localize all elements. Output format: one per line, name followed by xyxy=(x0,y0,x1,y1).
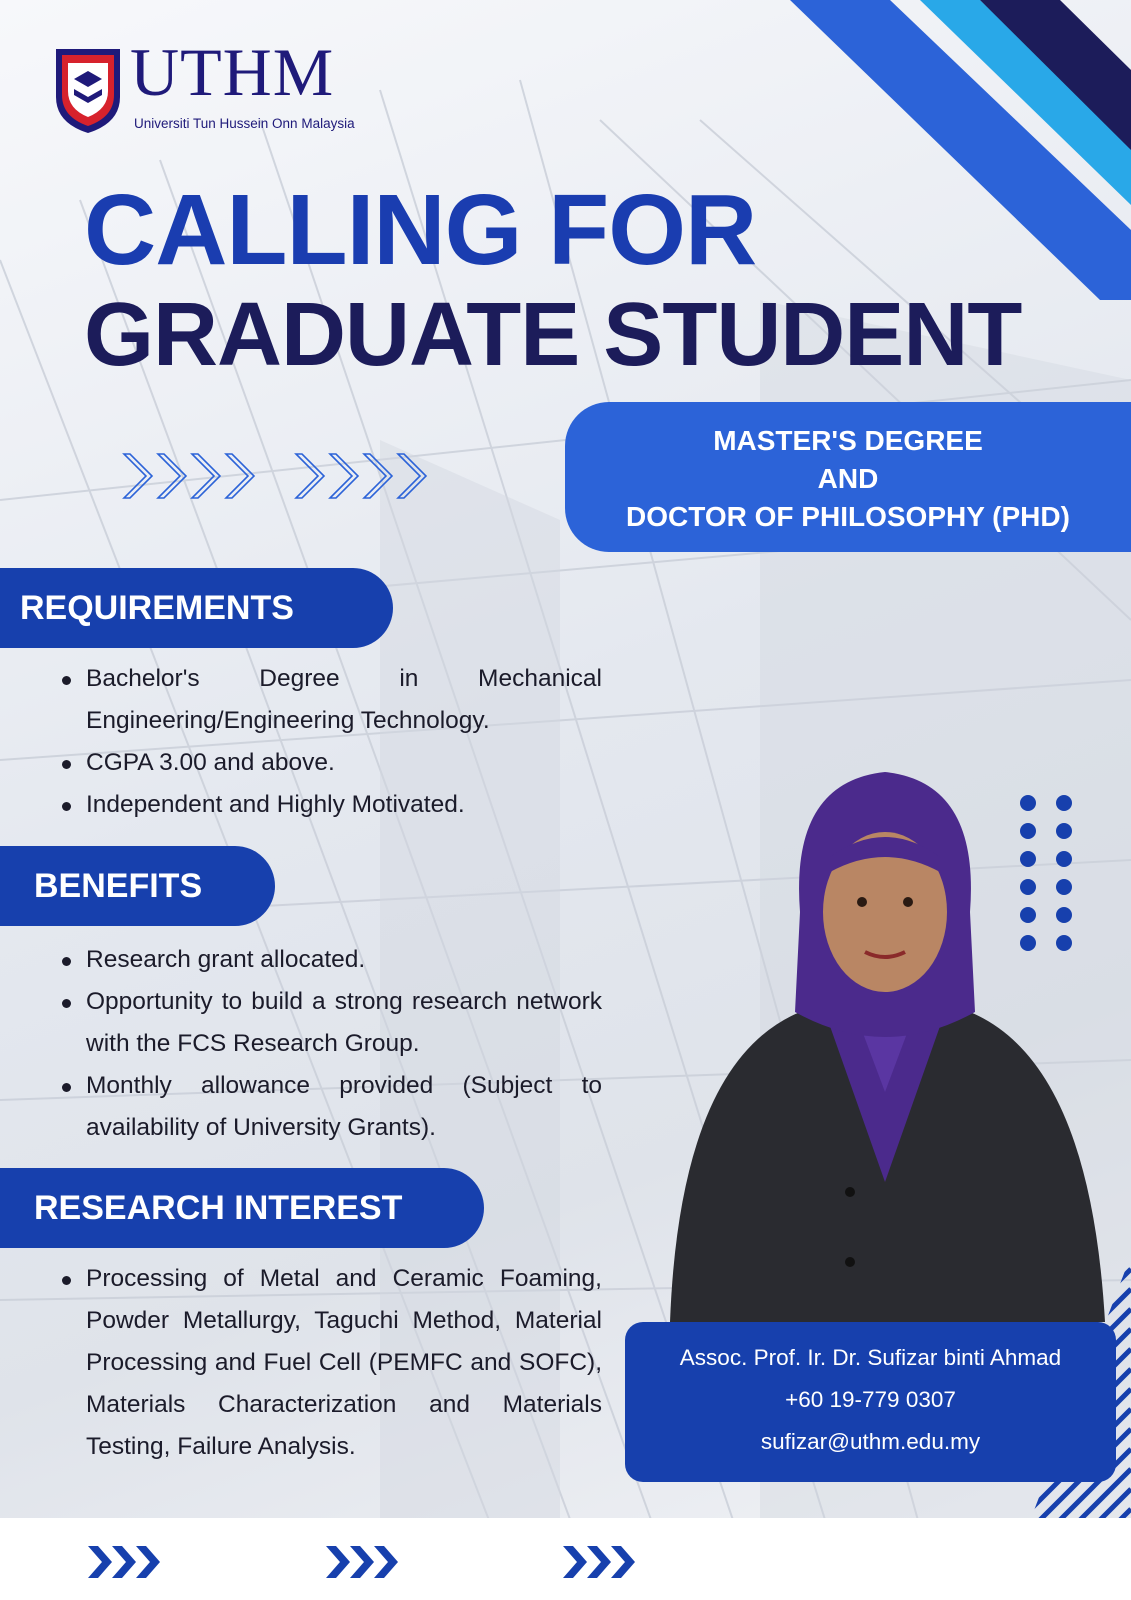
triple-chevron-right-icon xyxy=(326,1542,406,1582)
list-item: Research grant allocated. xyxy=(62,939,602,981)
triple-chevron-right-icon xyxy=(88,1542,168,1582)
list-item: Bachelor's Degree in Mechanical Engineering/Engineering Technology. xyxy=(62,658,602,742)
list-item: Independent and Highly Motivated. xyxy=(62,784,602,826)
requirements-heading: REQUIREMENTS xyxy=(0,568,393,648)
research-interest-heading: RESEARCH INTEREST xyxy=(0,1168,484,1248)
outline-chevrons-decor xyxy=(120,448,460,504)
list-item: Processing of Metal and Ceramic Foaming, Powder Metallurgy, Taguchi Method, Material Processing and Fuel Cell (PEMFC and SOFC), Materials Characterization and Materials Testing, Failure Analysis. xyxy=(62,1258,602,1468)
triple-chevron-right-icon xyxy=(563,1542,643,1582)
contact-phone: +60 19-779 0307 xyxy=(785,1387,956,1412)
list-item: CGPA 3.00 and above. xyxy=(62,742,602,784)
list-item: Opportunity to build a strong research network with the FCS Research Group. xyxy=(62,981,602,1065)
logo-wordmark: UTHM xyxy=(130,34,335,110)
degree-banner xyxy=(565,402,1131,552)
requirements-list xyxy=(62,658,602,826)
headline-line2: GRADUATE STUDENT xyxy=(84,285,1022,385)
contact-card xyxy=(625,1322,1116,1482)
research-interest-list xyxy=(62,1258,602,1468)
benefits-heading: BENEFITS xyxy=(0,846,275,926)
contact-name: Assoc. Prof. Ir. Dr. Sufizar binti Ahmad xyxy=(679,1345,1062,1370)
decorative-diagonal-stripes xyxy=(770,0,1131,300)
contact-email: sufizar@uthm.edu.my xyxy=(760,1429,981,1454)
degree-line1: MASTER'S DEGREE xyxy=(713,425,983,456)
headline-line1: CALLING FOR xyxy=(84,174,757,286)
person-photo xyxy=(650,762,1120,1322)
benefits-list xyxy=(62,939,602,1149)
uthm-crest-icon xyxy=(52,45,124,135)
logo-subtitle: Universiti Tun Hussein Onn Malaysia xyxy=(134,116,355,131)
list-item: Monthly allowance provided (Subject to availability of University Grants). xyxy=(62,1065,602,1149)
degree-line3: DOCTOR OF PHILOSOPHY (PHD) xyxy=(626,501,1070,532)
degree-line2: AND xyxy=(817,463,879,494)
